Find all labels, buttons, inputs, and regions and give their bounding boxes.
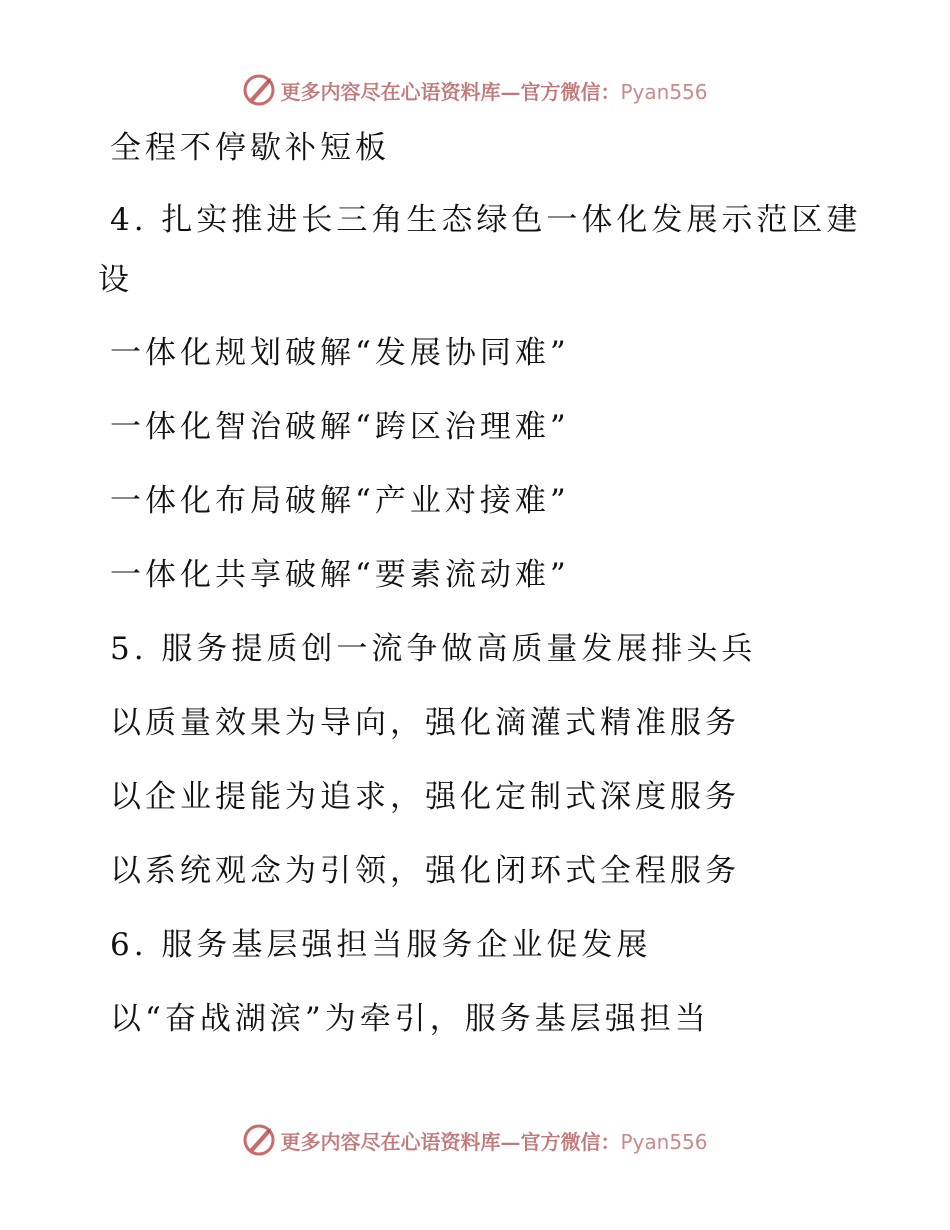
watermark-handle: Pyan556 <box>620 1129 708 1154</box>
text-line-1: 全程不停歇补短板 <box>110 130 390 166</box>
heading-6: 6. 服务基层强担当服务企业促发展 <box>110 927 652 963</box>
quill-pen-logo-icon <box>242 1123 276 1157</box>
quill-pen-logo-icon <box>242 73 276 107</box>
text-line-6: 一体化共享破解“要素流动难” <box>110 557 570 593</box>
heading-5: 5. 服务提质创一流争做高质量发展排头兵 <box>110 631 757 667</box>
watermark-handle: Pyan556 <box>620 79 708 104</box>
watermark-text: 更多内容尽在心语资料库—官方微信：Pyan556 <box>280 79 708 104</box>
text-line-8: 以质量效果为导向，强化滴灌式精准服务 <box>110 705 740 741</box>
text-line-4: 一体化智治破解“跨区治理难” <box>110 409 570 445</box>
footer-watermark <box>0 1120 950 1160</box>
watermark-text: 更多内容尽在心语资料库—官方微信：Pyan556 <box>280 1129 708 1154</box>
text-line-3: 一体化规划破解“发展协同难” <box>110 335 570 371</box>
header-watermark <box>0 70 950 110</box>
heading-4 <box>110 200 861 240</box>
text-line-10: 以系统观念为引领，强化闭环式全程服务 <box>110 853 740 889</box>
text-line-12: 以“奋战湖滨”为牵引，服务基层强担当 <box>110 1001 710 1037</box>
heading-4-text: 4. 扎实推进长三角生态绿色一体化发展示范区建 <box>110 202 862 238</box>
heading-4-continuation: 设 <box>98 262 133 298</box>
text-line-5: 一体化布局破解“产业对接难” <box>110 483 570 519</box>
text-line-9: 以企业提能为追求，强化定制式深度服务 <box>110 779 740 815</box>
